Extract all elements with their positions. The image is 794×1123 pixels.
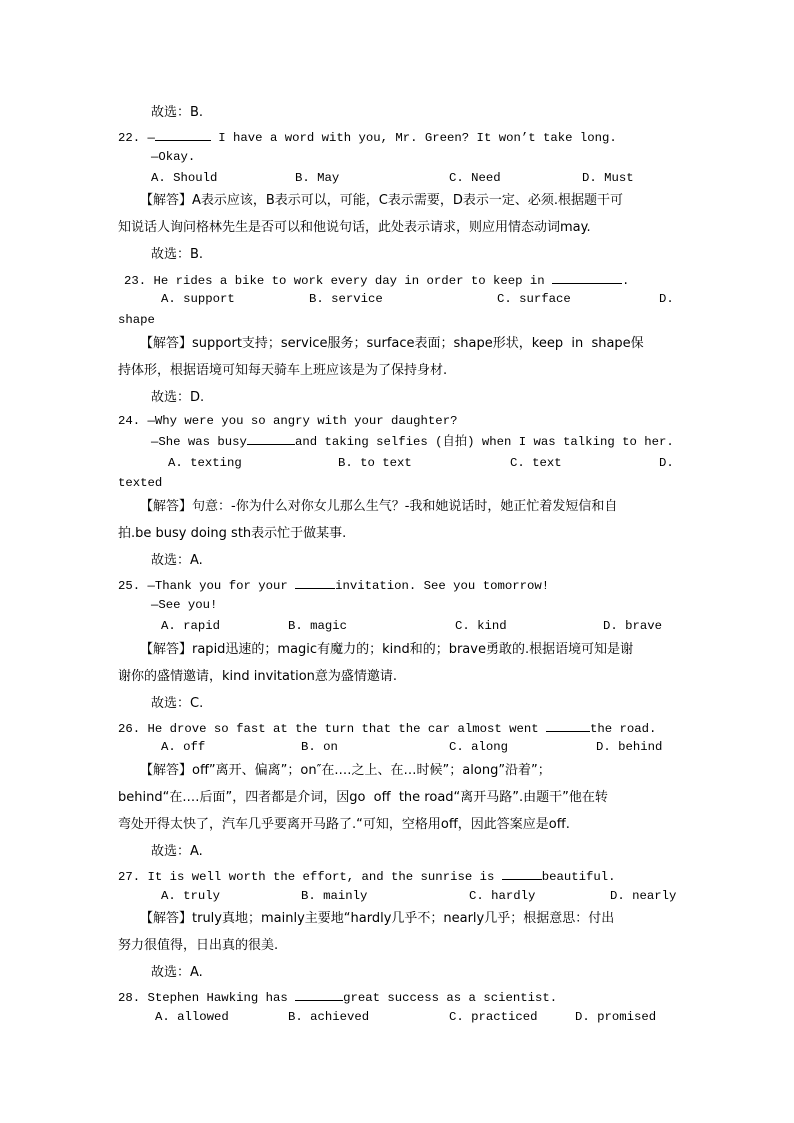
q27-option-b: B. mainly: [301, 889, 368, 903]
q26-option-d: D. behind: [596, 740, 663, 754]
q23-analysis-line1: 【解答】support支持；service服务；surface表面；shape形状，keep in shape保: [140, 336, 644, 351]
q22-analysis-line2: 知说话人询问格林先生是否可以和他说句话，此处表示请求，则应用情态动词may.: [118, 220, 591, 235]
q23-option-d-text: shape: [118, 313, 155, 327]
q26-stem: 26. He drove so fast at the turn that the car almost went the road.: [118, 719, 656, 737]
q28-stem: 28. Stephen Hawking has great success as a scientist.: [118, 988, 557, 1006]
q25-analysis-line2: 谢你的盛情邀请，kind invitation意为盛情邀请.: [118, 669, 398, 684]
q24-analysis-line1: 【解答】句意：-你为什么对你女儿那么生气？-我和她说话时，她正忙着发短信和自: [140, 499, 618, 514]
q22-option-a: A. Should: [151, 171, 218, 185]
q26-option-c: C. along: [449, 740, 509, 754]
q27-analysis-line1: 【解答】truly真地；mainly主要地“hardly几乎不；nearly几乎；根据意思：付出: [140, 911, 615, 926]
q28-option-a: A. allowed: [155, 1010, 229, 1024]
q24-reply: —She was busy and taking selfies (自拍) when I was talking to her.: [151, 432, 674, 450]
q25-option-a: A. rapid: [161, 619, 221, 633]
q24-option-b: B. to text: [338, 456, 412, 470]
q25-reply: —See you!: [151, 598, 218, 612]
q26-option-b: B. on: [301, 740, 338, 754]
q26-analysis-line2: behind“在.…后面”，四者都是介词，因go off the road“离开马路”.由题干”他在转: [118, 790, 608, 805]
answer-blank: [247, 432, 295, 445]
q25-option-c: C. kind: [455, 619, 507, 633]
q27-stem: 27. It is well worth the effort, and the sunrise is beautiful.: [118, 867, 616, 885]
q26-answer: 故选：A.: [151, 844, 203, 859]
q26-analysis-line3: 弯处开得太快了，汽车几乎要离开马路了.“可知，空格用off，因此答案应是off.: [118, 817, 570, 832]
q26-analysis-line1: 【解答】off”离开、偏离”；on″在.…之上、在…时候”；along”沿着”；: [140, 763, 551, 778]
q22-analysis-line1: 【解答】A表示应该，B表示可以，可能，C表示需要，D表示一定、必须.根据题干可: [140, 193, 624, 208]
answer-blank: [295, 576, 335, 589]
q24-option-c: C. text: [510, 456, 562, 470]
q22-option-b: B. May: [295, 171, 340, 185]
q27-option-a: A. truly: [161, 889, 221, 903]
q24-option-d: D.: [659, 456, 674, 470]
q24-answer: 故选：A.: [151, 553, 203, 568]
q28-option-c: C. practiced: [449, 1010, 538, 1024]
q22-reply: —Okay.: [151, 150, 196, 164]
q24-stem: 24. —Why were you so angry with your daughter?: [118, 414, 458, 428]
q24-option-a: A. texting: [168, 456, 242, 470]
q22-stem: 22. — I have a word with you, Mr. Green? It won’t take long.: [118, 128, 617, 146]
answer-blank: [552, 271, 622, 284]
q21-answer: 故选：B.: [151, 105, 204, 120]
q25-stem: 25. —Thank you for your invitation. See you tomorrow!: [118, 576, 549, 594]
q27-option-c: C. hardly: [469, 889, 536, 903]
q24-option-d-text: texted: [118, 476, 163, 490]
q23-answer: 故选：D.: [151, 390, 205, 405]
q25-option-b: B. magic: [288, 619, 348, 633]
q24-analysis-line2: 拍.be busy doing sth表示忙于做某事.: [118, 526, 347, 541]
q22-option-d: D. Must: [582, 171, 634, 185]
q23-option-b: B. service: [309, 292, 383, 306]
q27-answer: 故选：A.: [151, 965, 203, 980]
q23-option-c: C. surface: [497, 292, 571, 306]
q23-option-a: A. support: [161, 292, 235, 306]
answer-blank: [546, 719, 590, 732]
q25-answer: 故选：C.: [151, 696, 204, 711]
q23-stem: 23. He rides a bike to work every day in order to keep in .: [124, 271, 629, 289]
answer-blank: [502, 867, 542, 880]
q26-option-a: A. off: [161, 740, 206, 754]
q25-option-d: D. brave: [603, 619, 663, 633]
q28-option-d: D. promised: [575, 1010, 657, 1024]
q23-analysis-line2: 持体形，根据语境可知每天骑车上班应该是为了保持身材.: [118, 363, 448, 378]
q27-option-d: D. nearly: [610, 889, 677, 903]
q22-answer: 故选：B.: [151, 247, 204, 262]
q23-option-d: D.: [659, 292, 674, 306]
q27-analysis-line2: 努力很值得，日出真的很美.: [118, 938, 279, 953]
q22-option-c: C. Need: [449, 171, 501, 185]
q25-analysis-line1: 【解答】rapid迅速的；magic有魔力的；kind和的；brave勇敢的.根据语境可知是谢: [140, 642, 634, 657]
answer-blank: [295, 988, 343, 1001]
answer-blank: [155, 128, 211, 141]
q28-option-b: B. achieved: [288, 1010, 370, 1024]
